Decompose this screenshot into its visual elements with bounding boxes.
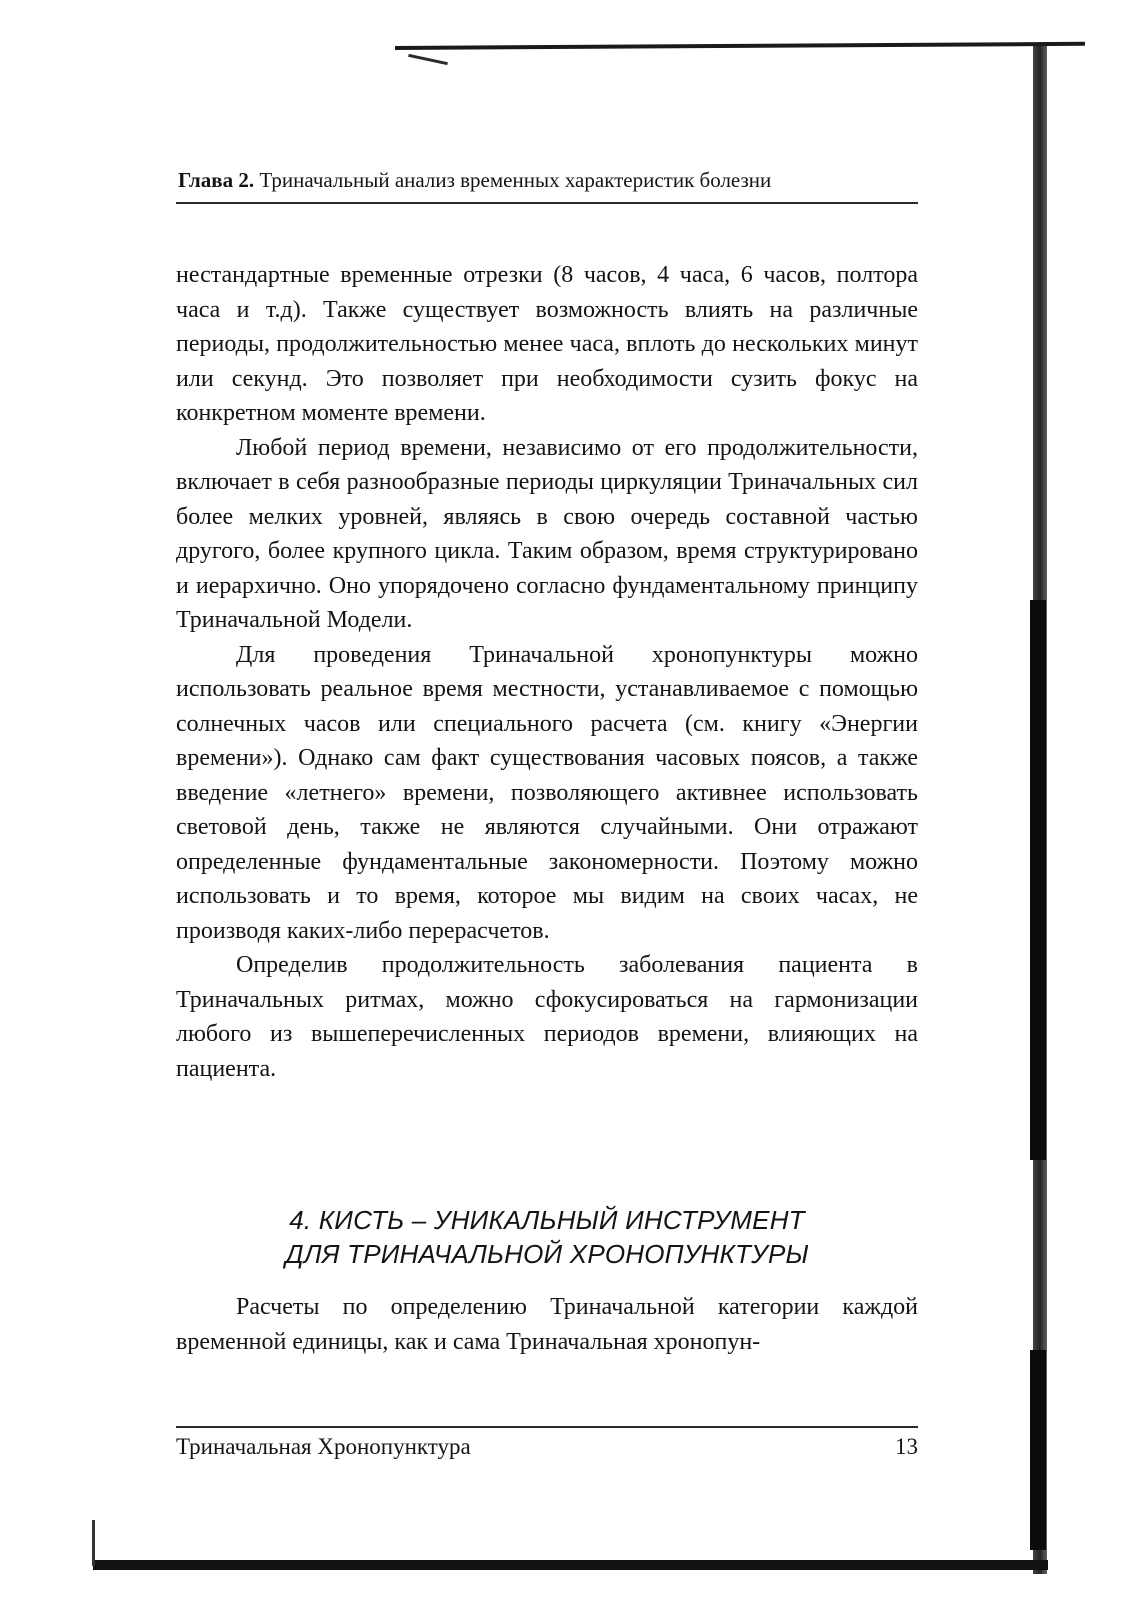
footer-book-title: Триначальная Хронопунктура bbox=[176, 1434, 471, 1459]
paragraph: Для проведения Триначальной хронопунктуры можно использовать реальное время местности, устанавливаемое с помощью солнечных часов или специального расчета (см. книгу «Энергии времени»). Однако сам факт существования часовых поясов, а также введение «летнего» времени, позволяющего активнее использовать световой день, также не являются случайными. Они отражают определенные фундаментальные закономерности. Поэтому можно использовать и то время, которое мы видим на своих часах, не производя каких-либо перерасчетов. bbox=[176, 641, 918, 944]
scan-bottom-edge bbox=[93, 1560, 1048, 1570]
page-number: 13 bbox=[895, 1434, 918, 1459]
running-head bbox=[178, 166, 916, 194]
paragraph: Определив продолжительность заболевания пациента в Триначальных ритмах, можно сфокусироваться на гармонизации любого из вышеперечисленных периодов времени, влияющих на пациента. bbox=[176, 952, 918, 1082]
chapter-label: Глава 2. bbox=[178, 168, 255, 192]
section-heading-line: 4. КИСТЬ – УНИКАЛЬНЫЙ ИНСТРУМЕНТ bbox=[289, 1205, 805, 1235]
paragraph: нестандартные временные отрезки (8 часов, 4 часа, 6 часов, полтора часа и т.д). Также существует возможность влиять на различные периоды, продолжительностью менее часа, вплоть до нескольких минут или секунд. Это позволяет при необходимости сузить фокус на конкретном моменте времени. bbox=[176, 262, 918, 426]
scan-mark bbox=[408, 54, 448, 65]
paragraph: Любой период времени, независимо от его продолжительности, включает в себя разнообразные периоды циркуляции Триначальных сил более мелких уровней, являясь в свою очередь составной частью другого, более крупного цикла. Таким образом, время структурировано и иерархично. Оно упорядочено согласно фундаментальному принципу Триначальной Модели. bbox=[176, 434, 918, 633]
chapter-title: Триначальный анализ временных характеристик болезни bbox=[259, 168, 772, 192]
section-body bbox=[176, 1290, 918, 1359]
scan-right-shadow bbox=[1030, 600, 1046, 1160]
header-divider bbox=[176, 202, 918, 204]
scan-right-shadow bbox=[1030, 1350, 1046, 1550]
section-heading-line: ДЛЯ ТРИНАЧАЛЬНОЙ ХРОНОПУНКТУРЫ bbox=[285, 1239, 809, 1269]
scan-top-edge bbox=[395, 42, 1085, 50]
body-text bbox=[176, 258, 918, 1086]
section-heading bbox=[176, 1203, 918, 1271]
paragraph: Расчеты по определению Триначальной категории каждой временной единицы, как и сама Триначальная хронопун- bbox=[176, 1294, 918, 1355]
footer-divider bbox=[176, 1426, 918, 1428]
scan-left-mark bbox=[92, 1520, 95, 1566]
